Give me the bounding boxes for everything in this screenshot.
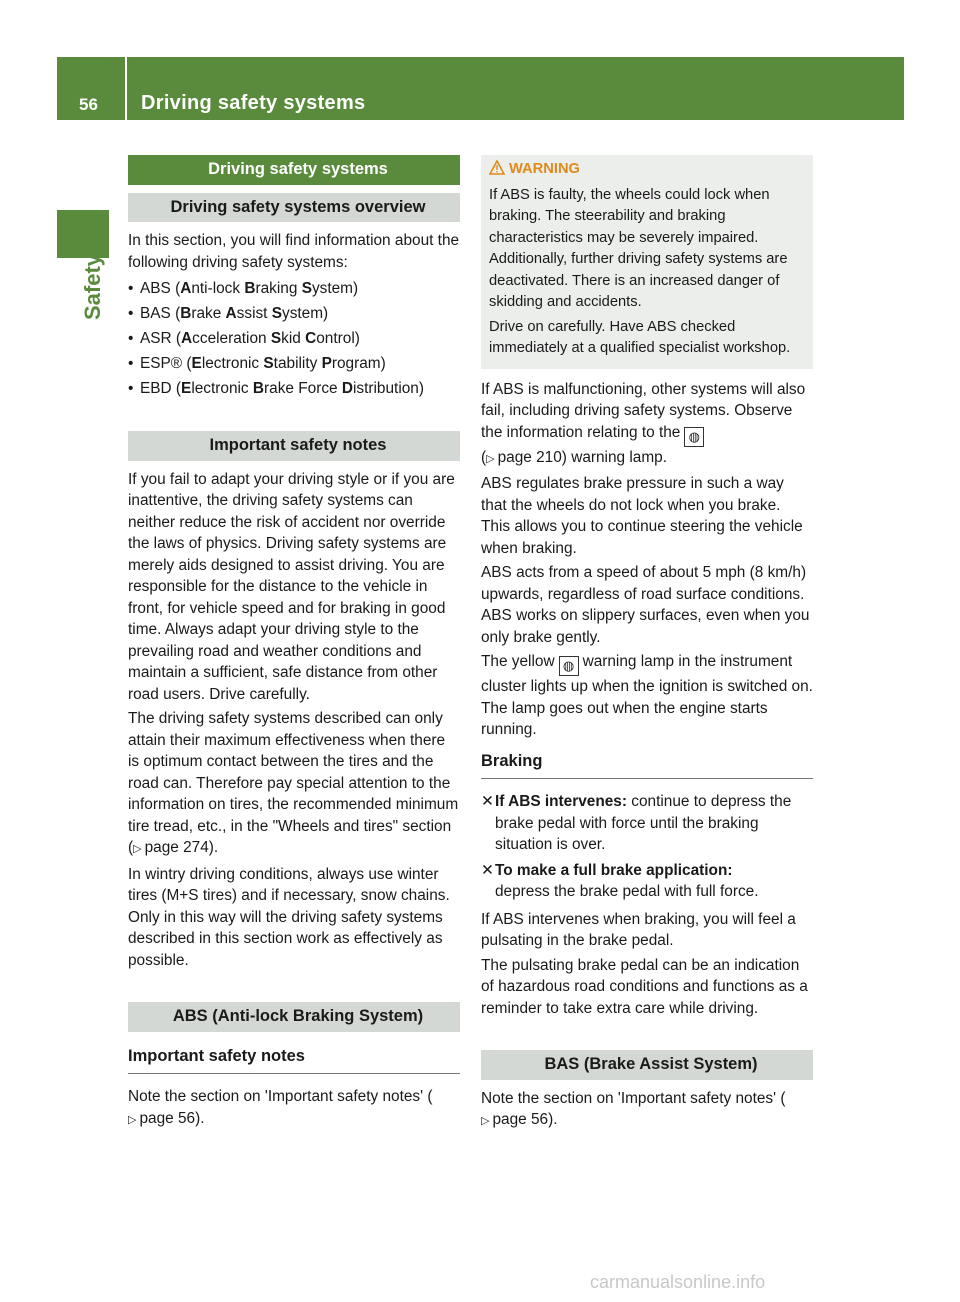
header-title: Driving safety systems (141, 92, 366, 114)
list-item: • ESP® (Electronic Stability Program) (128, 353, 460, 375)
subheading-important-safety-notes: Important safety notes (128, 1040, 460, 1075)
right-column (481, 155, 813, 1136)
left-column (128, 155, 460, 1134)
step-marker-icon: ✕ (481, 793, 494, 810)
list-item: ✕ If ABS intervenes: continue to depress the brake pedal with force until the braking situation is over. (481, 793, 792, 853)
braking-para-1: If ABS intervenes when braking, you will feel a pulsating in the brake pedal. (481, 910, 796, 949)
section-band-important-safety-notes: Important safety notes (128, 431, 460, 461)
watermark: carmanualsonline.info (590, 1272, 766, 1292)
page-ref-icon: ▷ (128, 1113, 137, 1126)
bullet-icon: • (128, 355, 134, 372)
abs-para-4: The yellow ◍ warning lamp in the instrument cluster lights up when the ignition is switched on. The lamp goes out when the engine starts running. (481, 653, 813, 738)
safety-para-3: In wintry driving conditions, always use winter tires (M+S tires) and if necessary, snow chains. Only in this way will the driving safety systems described in this section work as effectively as possible. (128, 865, 450, 969)
abs-para-3: ABS acts from a speed of about 5 mph (8 km/h) upwards, regardless of road surface conditions. ABS works on slippery surfaces, even when you only brake gently. (481, 564, 810, 646)
bullet-icon: • (128, 280, 134, 297)
side-label-text: Safety (80, 253, 105, 320)
page-ref-icon: ▷ (486, 452, 495, 465)
overview-intro: In this section, you will find information about the following driving safety systems: (128, 232, 460, 271)
page-ref-link[interactable]: page 210) warning lamp. (497, 448, 668, 466)
step-marker-icon: ✕ (481, 861, 494, 879)
side-label (80, 253, 120, 320)
subheading-braking: Braking (481, 745, 813, 780)
bullet-icon: • (128, 330, 134, 347)
section-band-abs: ABS (Anti-lock Braking System) (128, 1002, 460, 1032)
page-ref-icon: ▷ (133, 843, 142, 855)
warning-text-2: Drive on carefully. Have ABS checked immediately at a qualified specialist workshop. (489, 318, 791, 356)
page-ref-link[interactable]: page 56). (492, 1111, 558, 1128)
braking-steps (481, 791, 813, 903)
list-item: • ABS (Anti-lock Braking System) (128, 278, 460, 300)
list-item: • BAS (Brake Assist System) (128, 303, 460, 325)
abs-note: Note the section on 'Important safety notes' ( ▷ page 56). (128, 1086, 460, 1131)
systems-list (128, 278, 460, 400)
abs-lamp-icon: ◍ (559, 656, 579, 676)
bullet-icon: • (128, 380, 134, 397)
section-band-overview: Driving safety systems overview (128, 193, 460, 223)
warning-header (489, 159, 805, 181)
section-band-bas: BAS (Brake Assist System) (481, 1050, 813, 1080)
page-number: 56 (79, 95, 98, 114)
bullet-icon: • (128, 305, 134, 322)
braking-para-2: The pulsating brake pedal can be an indication of hazardous road conditions and functions as a reminder to take extra care while driving. (481, 956, 808, 1017)
list-item: ✕ To make a full brake application: depress the brake pedal with full force. (481, 861, 759, 900)
abs-lamp-icon: ◍ (684, 427, 704, 447)
bas-note: Note the section on 'Important safety notes' ( ▷ page 56). (481, 1088, 813, 1133)
warning-title: WARNING (509, 161, 580, 177)
header-divider (125, 57, 127, 120)
page-ref-link[interactable]: page 274). (144, 839, 219, 856)
safety-para-2: The driving safety systems described can only attain their maximum effectiveness when there is optimum contact between the tires and the road can. Therefore pay special attention to the information on tires, the recommended minimum tire tread, etc., in the "Wheels and tires" section (▷ page 274). (128, 708, 460, 861)
page-ref-link[interactable]: page 56). (139, 1109, 205, 1127)
list-item: • EBD (Electronic Brake Force Distribution) (128, 378, 460, 400)
abs-para-1: If ABS is malfunctioning, other systems will also fail, including driving safety systems. Observe the information relating to the ◍ (▷ page 210) warning lamp. (481, 379, 813, 471)
page-header (57, 57, 904, 120)
page-number-box (57, 57, 123, 120)
safety-para-1: If you fail to adapt your driving style or if you are inattentive, the driving safety systems can neither reduce the risk of accident nor override the laws of physics. Driving safety systems are merely aids designed to assist driving. You are responsible for the distance to the vehicle in front, for vehicle speed and for braking in good time. Always adapt your driving style to the prevailing road and weather conditions and maintain a sufficient, safe distance from other road users. Drive carefully. (128, 470, 455, 703)
warning-text-1: If ABS is faulty, the wheels could lock when braking. The steerability and braking characteristics may be severely impaired. Additionally, further driving safety systems are deactivated. There is an increased danger of skidding and accidents. (489, 186, 788, 310)
abs-para-2: ABS regulates brake pressure in such a way that the wheels do not lock when you brake. This allows you to continue steering the vehicle when braking. (481, 475, 803, 557)
side-tab (57, 210, 109, 258)
section-band-driving-safety-systems: Driving safety systems (128, 155, 460, 185)
page-ref-icon: ▷ (481, 1115, 490, 1127)
warning-triangle-icon (489, 160, 505, 175)
list-item: • ASR (Acceleration Skid Control) (128, 328, 460, 350)
warning-box (481, 155, 813, 369)
